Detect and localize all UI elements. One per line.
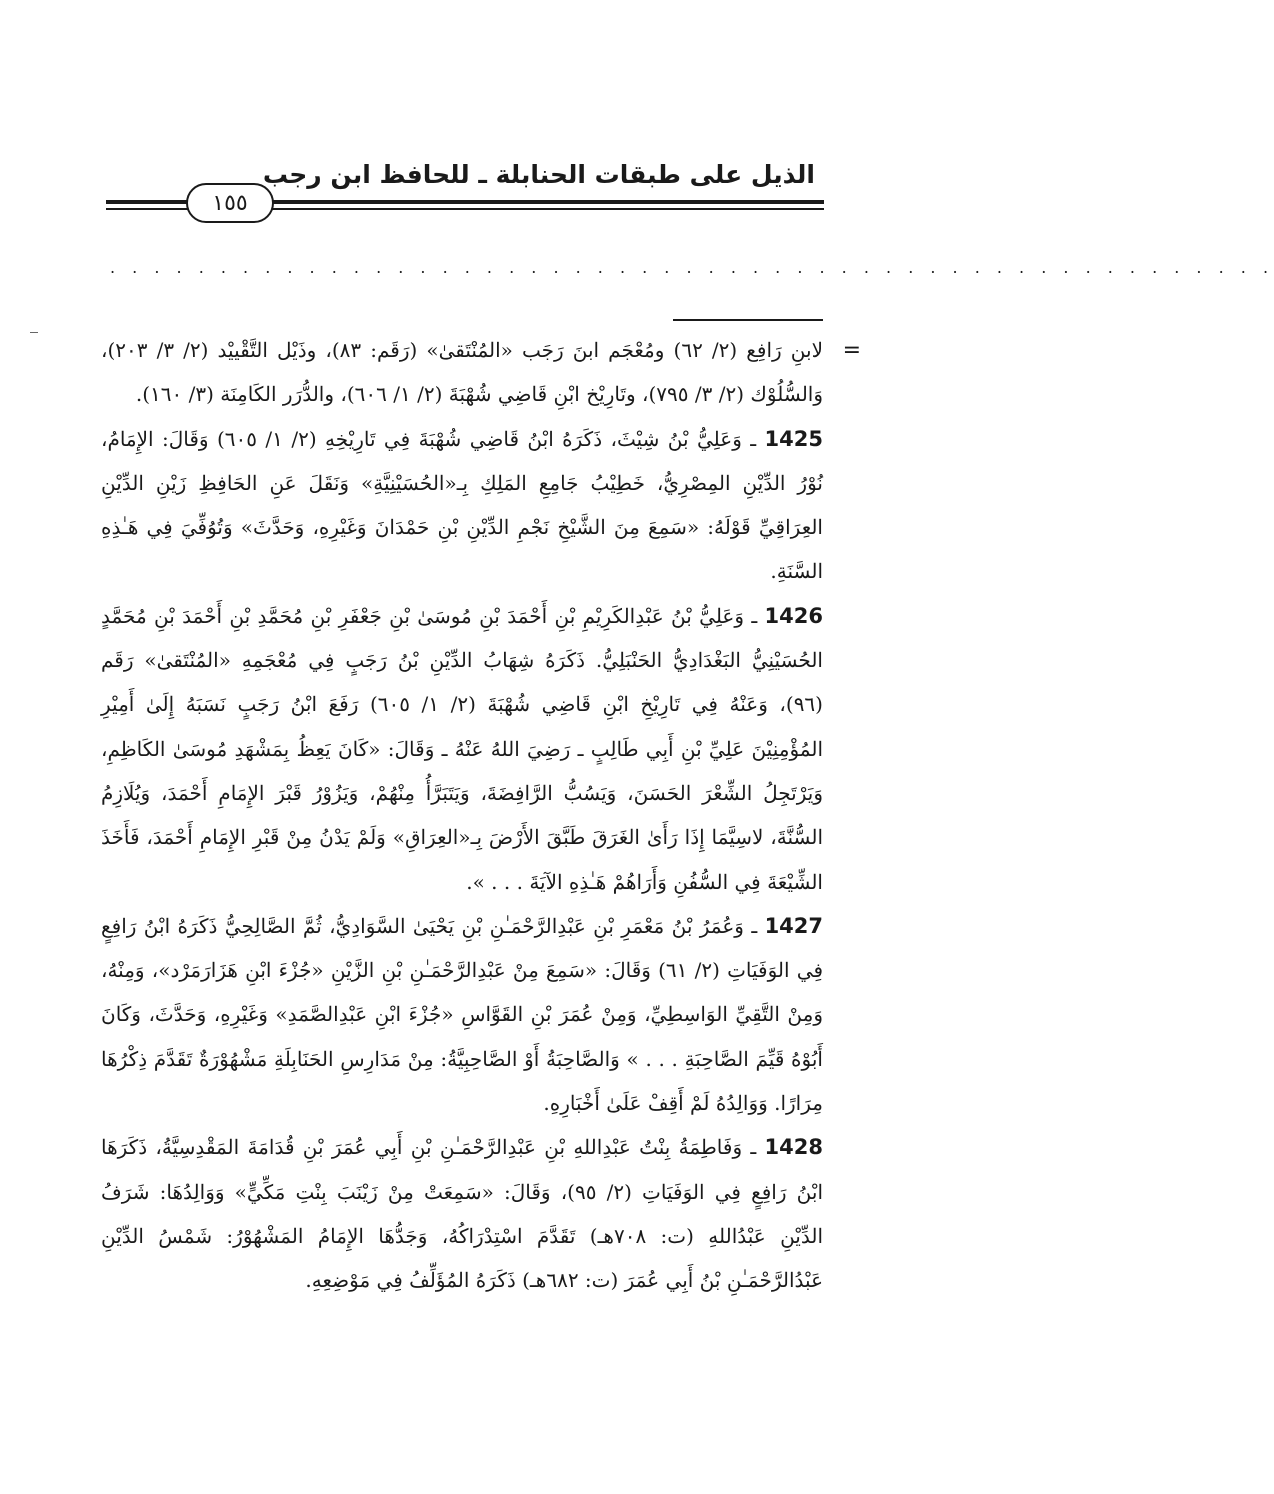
entry-text: ـ وَعُمَرُ بْنُ مَعْمَرِ بْنِ عَبْدِالرَّحْمَـٰنِ بْنِ يَحْيَىٰ السَّوَادِيُّ، ثُمَّ الصَّالِحِيُّ ذَكَرَهُ ابْنُ رَافِعٍ فِي الوَفَيَاتِ (٢/ ٦١) وَقَالَ: «سَمِعَ مِنْ عَبْدِالرَّحْمَـٰنِ بْنِ الزَّيْنِ «جُزْءَ ابْنِ هَزَارَمَرْد»، وَمِنْهُ، وَمِنْ التَّقِيِّ الوَاسِطِيِّ، وَمِنْ عُمَرَ بْنِ القَوَّاسِ «جُزْءَ ابْنِ عَبْدِالصَّمَدِ» وَغَيْرِهِ، وَحَدَّثَ، وَكَانَ أَبُوْهُ قَيِّمَ الصَّاحِبَةِ . . . » وَالصَّاحِبَةُ أَوْ الصَّاحِبِيَّةُ: مِنْ مَدَارِسِ الحَنَابِلَةِ مَشْهُوْرَةٌ تَقَدَّمَ ذِكْرُهَا مِرَارًا. وَوَالِدُهُ لَمْ أَقِفْ عَلَىٰ أَخْبَارِهِ. bbox=[101, 913, 823, 1116]
intro-paragraph: لابنِ رَافِع (٢/ ٦٢) ومُعْجَم ابنَ رَجَب «المُنْتَقىٰ» (رَقَم: ٨٣)، وذَيْل التَّقْييْد (٢/ ٣/ ٢٠٣)، وَالسُّلُوْك (٢/ ٣/ ٧٩٥)، وتَارِيْخ ابْنِ قَاضِي شُهْبَةَ (٢/ ١/ ٦٠٦)، والدُّرَر الكَامِنَة (٣/ ١٦٠). bbox=[101, 338, 823, 407]
footnote-rule bbox=[673, 319, 823, 321]
dotted-divider: . . . . . . . . . . . . . . . . . . . . . . . . . . . . . . . . . . . . . . . . . . . . . . . . . . . . . bbox=[110, 258, 1274, 277]
entry-number: 1427 bbox=[764, 913, 824, 938]
entry-1428 bbox=[101, 1125, 823, 1302]
entry-text: ـ وَعَلِيُّ بْنُ شِيْثَ، ذَكَرَهُ ابْنُ قَاضِي شُهْبَةَ فِي تَارِيْخِهِ (٢/ ١/ ٦٠٥) وَقَالَ: الإِمَامُ، نُوْرُ الدِّيْنِ المِصْرِيُّ، خَطِيْبُ جَامِعِ المَلِكِ بِـ«الحُسَيْنِيَّةِ» وَنَقَلَ عَنِ الحَافِظِ زَيْنِ الدِّيْنِ العِرَاقِيِّ قَوْلَهُ: «سَمِعَ مِنَ الشَّيْخِ نَجْمِ الدِّيْنِ بْنِ حَمْدَانَ وَغَيْرِهِ، وَحَدَّثَ» وَتُوُفِّيَ فِي هَـٰذِهِ السَّنَةِ. bbox=[101, 426, 823, 584]
entry-1427 bbox=[101, 904, 823, 1125]
entry-number: 1425 bbox=[764, 426, 823, 451]
page-number-badge bbox=[186, 183, 274, 223]
book-title: الذيل على طبقات الحنابلة ـ للحافظ ابن رجب bbox=[262, 160, 815, 189]
margin-mark bbox=[30, 332, 38, 333]
continuation-marker: = bbox=[842, 338, 861, 363]
entry-1426 bbox=[101, 594, 823, 904]
entry-text: ـ وَعَلِيُّ بْنُ عَبْدِالكَرِيْمِ بْنِ أَحْمَدَ بْنِ مُوسَىٰ بْنِ جَعْفَرِ بْنِ مُحَمَّدِ بْنِ أَحْمَدَ بْنِ مُحَمَّدٍ الحُسَيْنِيُّ البَغْدَادِيُّ الحَنْبَلِيُّ. ذَكَرَهُ شِهَابُ الدِّيْنِ بْنُ رَجَبٍ فِي مُعْجَمِهِ «المُنْتَقىٰ» رَقَم (٩٦)، وَعَنْهُ فِي تَارِيْخِ ابْنِ قَاضِي شُهْبَةَ (٢/ ١/ ٦٠٥) رَفَعَ ابْنُ رَجَبٍ نَسَبَهُ إِلَىٰ أَمِيْرِ المُؤْمِنِيْنَ عَلِيِّ بْنِ أَبِي طَالِبٍ ـ رَضِيَ اللهُ عَنْهُ ـ وَقَالَ: «كَانَ يَعِظُ بِمَشْهَدِ مُوسَىٰ الكَاظِمِ، وَيَرْتَجِلُ الشِّعْرَ الحَسَنَ، وَيَسُبُّ الرَّافِضَةَ، وَيَتَبَرَّأُ مِنْهُمْ، وَيَزُوْرُ قَبْرَ الإِمَامِ أَحْمَدَ، وَيُلَازِمُ السُّنَّةَ، لاسِيَّمَا إِذَا رَأَىٰ الغَرَقَ طَبَّقَ الأَرْضَ بِـ«العِرَاقِ» وَلَمْ يَدْنُ مِنْ قَبْرِ الإِمَامِ أَحْمَدَ، فَأَخَذَ الشِّيْعَةَ فِي السُّفُنِ وَأَرَاهُمْ هَـٰذِهِ الآيَةَ . . . ». bbox=[101, 603, 823, 894]
entry-1425 bbox=[101, 417, 823, 594]
entry-text: ـ وَفَاطِمَةُ بِنْتُ عَبْدِاللهِ بْنِ عَبْدِالرَّحْمَـٰنِ بْنِ أَبِي عُمَرَ بْنِ قُدَامَةَ المَقْدِسِيَّةُ، ذَكَرَهَا ابْنُ رَافِعٍ فِي الوَفَيَاتِ (٢/ ٩٥)، وَقَالَ: «سَمِعَتْ مِنْ زَيْنَبَ بِنْتِ مَكِّيٍّ» وَوَالِدُهَا: شَرَفُ الدِّيْنِ عَبْدُاللهِ (ت: ٧٠٨هـ) تَقَدَّمَ اسْتِدْرَاكُهُ، وَجَدُّهَا الإِمَامُ المَشْهُوْرُ: شَمْسُ الدِّيْنِ عَبْدُالرَّحْمَـٰنِ بْنُ أَبِي عُمَرَ (ت: ٦٨٢هـ) ذَكَرَهُ المُؤَلِّفُ فِي مَوْضِعِهِ. bbox=[101, 1135, 824, 1293]
entry-number: 1426 bbox=[764, 603, 823, 628]
entry-number: 1428 bbox=[764, 1135, 823, 1160]
page-number: ١٥٥ bbox=[212, 190, 248, 216]
footnote-body bbox=[101, 328, 823, 1303]
